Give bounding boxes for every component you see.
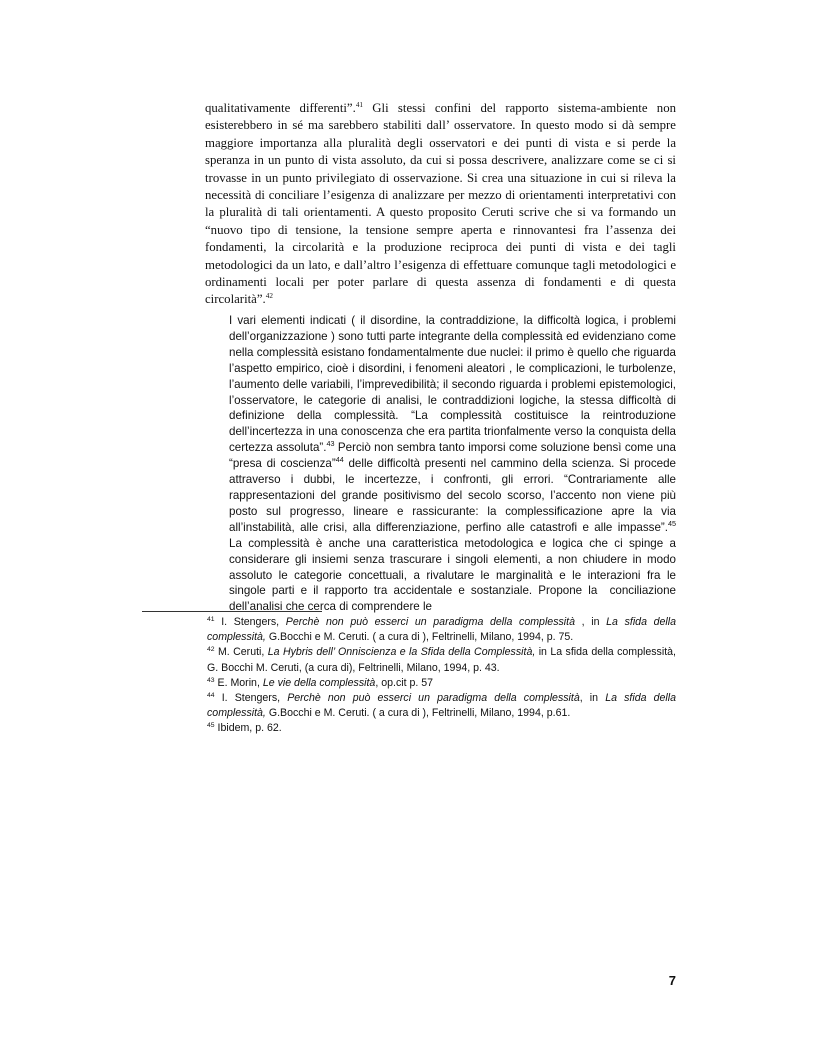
footnote-ref-45: 45 [668, 518, 676, 528]
page-number: 7 [668, 973, 676, 988]
footnote-44: $^{44}$ I. Stengers, Perchè non può esserci un paradigma della complessità, in La sfida della complessità, G.Bocchi e M. Ceruti. ( a cura di ), Feltrinelli, Milano, 1994, p.61. [207, 692, 676, 720]
body-paragraph [205, 100, 676, 309]
footnote-43: $^{43}$ E. Morin, Le vie della complessità, op.cit p. 57 [207, 676, 434, 689]
paragraph-text: qualitativamente differenti”.$^{41}$ Gli stessi confini del rapporto sistema-ambiente non esisterebbero in sé ma sarebbero stabiliti dall’ osservatore. In questo modo si dà sempre maggiore importanza alla pluralità degli osservatori e dei punti di vista e si perde la speranza in un punto di vista assoluto, da cui si possa descrivere, analizzare come se ci si trovasse in un punto privilegiato di osservazione. Si crea una situazione in cui si rileva la necessità di conciliare l’esigenza di analizzare per mezzo di orientamenti interpretativi con la pluralità di tali orientamenti. A questo proposito Ceruti scrive che si va formando un “nuovo tipo di tensione, la tensione sempre aperta e rinnovantesi fra l’assenza dei fondamenti, la circolarità e la produzione reciproca dei punti di vista e dei tagli metodologici da un lato, e dall’altro l’esigenza di effettuare comunque tagli metodologici e ordinamenti locali per poter parlare di questa assenza di fondamenti e di questa circolarità”.$^{42}$ [205, 101, 676, 307]
footnote-45: $^{45}$ Ibidem, p. 62. [207, 722, 282, 735]
footnotes [207, 615, 676, 737]
footnote-41: $^{41}$ I. Stengers, Perchè non può esserci un paradigma della complessità , in La sfida della complessità, G.Bocchi e M. Ceruti. ( a cura di ), Feltrinelli, Milano, 1994, p. 75. [207, 616, 676, 644]
footnote-ref-42: 42 [265, 292, 273, 301]
footnote-ref-44: 44 [335, 455, 344, 465]
indented-block-paragraph [229, 313, 689, 615]
block-text: I vari elementi indicati ( il disordine, la contraddizione, la difficoltà logica, i problemi dell’organizzazione ) sono tutti parte integrante della complessità ed evidenziano come nella complessità esistano fondamentalmente due nuclei: il primo è quello che riguarda l’aspetto empirico, cioè i disordini, i fenomeni aleatori , le complicazioni, le turbolenze, l’aumento delle variabili, l’imprevedibilità; il secondo riguarda i problemi epistemologici, l’osservatore, le categorie di analisi, le contraddizioni logiche, la stessa difficoltà di definizione della complessità. “La complessità costituisce la reintroduzione dell’incertezza in una conoscenza che era partita trionfalmente verso la conquista della certezza assoluta”.$^{43}$ Perciò non sembra tanto imporsi come soluzione bensì come una “presa di coscienza”$^{44}$ delle difficoltà presenti nel cammino della scienza. Si procede attraverso i dubbi, le incertezze, i confronti, gli errori. “Contrariamente alle rappresentazioni del grande positivismo del secolo scorso, l’accento non viene più posto sul progresso, lineare e rassicurante: la complessificazione apre la via all’instabilità, alle crisi, alla differenziazione, perfino alle catastrofi e alle impasse”.$^{45}$ La complessità è anche una caratteristica metodologica e logica che ci spinge a considerare gli insiemi senza trascurare i singoli elementi, a non chiudere in modo assoluto le categorie concettuali, a rivalutare le marginalità e le interazioni fra le singole parti e il rapporto tra accidentale e sostanziale. Propone la conciliazione dell’analisi che cerca di comprendere le [229, 314, 689, 614]
footnote-separator [142, 611, 322, 612]
footnote-ref-43: 43 [326, 439, 335, 449]
footnote-42: $^{42}$ M. Ceruti, La Hybris dell’ Onniscienza e la Sfida della Complessità, in La sfida della complessità, G. Bocchi M. Ceruti, (a cura di), Feltrinelli, Milano, 1994, p. 43. [207, 646, 676, 674]
footnote-ref-41: 41 [355, 101, 363, 109]
